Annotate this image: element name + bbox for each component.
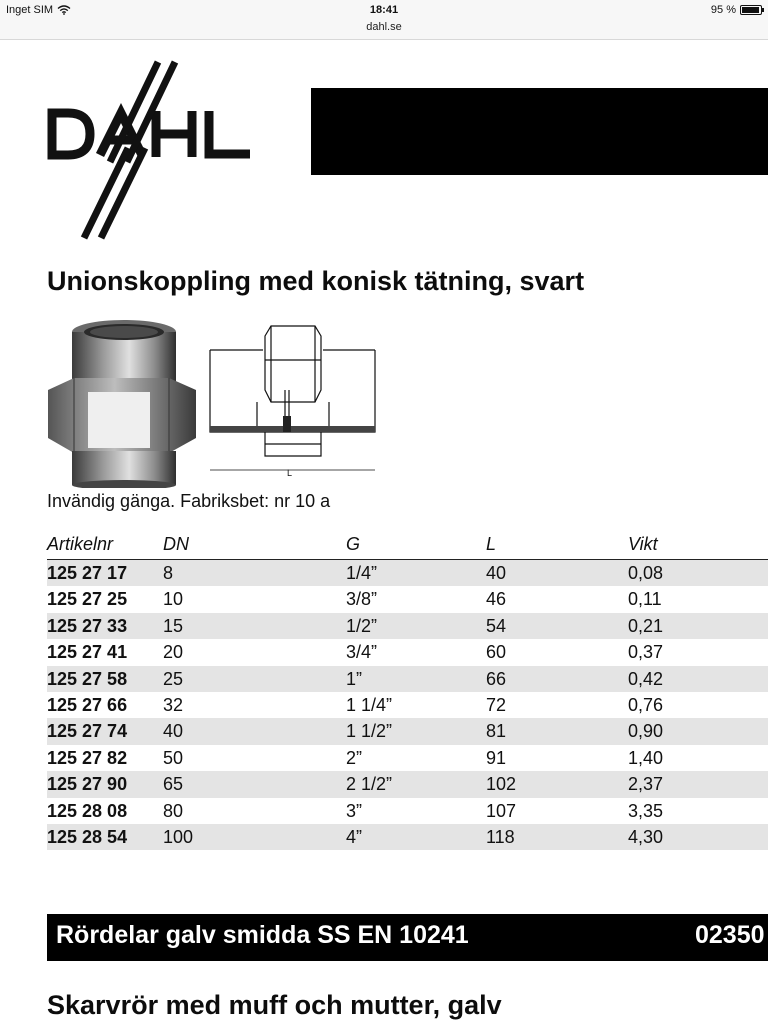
cell-artikelnr: 125 27 25	[47, 589, 128, 610]
cell-vikt: 1,40	[628, 747, 664, 768]
cell-l: 118	[486, 826, 515, 847]
status-bar	[0, 0, 768, 40]
cell-vikt: 3,35	[628, 800, 664, 821]
cell-artikelnr: 125 28 08	[47, 800, 128, 821]
cell-g: 2 1/2”	[346, 774, 393, 795]
cell-l: 54	[486, 615, 507, 636]
next-product-title: Skarvrör med muff och mutter, galv	[47, 990, 502, 1020]
cell-vikt: 2,37	[628, 774, 664, 795]
cell-l: 60	[486, 642, 507, 663]
cell-g: 2”	[346, 747, 363, 768]
cell-artikelnr: 125 27 90	[47, 774, 128, 795]
cell-dn: 25	[163, 668, 184, 689]
table-row	[47, 692, 768, 718]
cell-dn: 100	[163, 826, 194, 847]
table-row	[47, 745, 768, 771]
cell-l: 91	[486, 747, 507, 768]
cell-artikelnr: 125 27 74	[47, 721, 128, 742]
header-artikelnr: Artikelnr	[47, 534, 114, 554]
cell-g: 3”	[346, 800, 363, 821]
cell-artikelnr: 125 27 41	[47, 642, 128, 663]
cell-artikelnr: 125 27 82	[47, 747, 128, 768]
cell-g: 1/4”	[346, 563, 378, 583]
table-row	[47, 824, 768, 850]
cell-vikt: 0,11	[628, 589, 662, 610]
clock: 18:41	[369, 4, 399, 16]
cell-g: 1 1/2”	[346, 721, 393, 742]
cell-artikelnr: 125 28 54	[47, 826, 128, 847]
cell-l: 107	[486, 800, 517, 821]
table-row	[47, 771, 768, 797]
cell-dn: 32	[163, 694, 184, 715]
cell-dn: 40	[163, 721, 184, 742]
cell-g: 1 1/4”	[346, 694, 393, 715]
cell-artikelnr: 125 27 33	[47, 615, 128, 636]
product-table	[47, 532, 768, 850]
header-g: G	[346, 534, 361, 554]
header-dn: DN	[163, 534, 189, 554]
section-header-bar	[47, 914, 768, 961]
section-title: Rördelar galv smidda SS EN 10241	[56, 921, 469, 949]
cell-l: 66	[486, 668, 507, 689]
cell-dn: 15	[163, 615, 184, 636]
cell-l: 102	[486, 774, 517, 795]
product-subtitle: Invändig gänga. Fabriksbet: nr 10 a	[47, 491, 331, 511]
section-code: 02350	[695, 921, 765, 949]
cell-dn: 10	[163, 589, 184, 610]
technical-drawing	[205, 320, 385, 480]
cell-l: 40	[486, 563, 507, 583]
cell-vikt: 0,90	[628, 721, 664, 742]
cell-vikt: 0,08	[628, 563, 664, 583]
cell-g: 3/8”	[346, 589, 378, 610]
table-row	[47, 586, 768, 612]
cell-dn: 80	[163, 800, 184, 821]
battery-icon	[740, 5, 762, 15]
header-l: L	[486, 534, 497, 554]
cell-artikelnr: 125 27 58	[47, 668, 128, 689]
product-photo	[44, 318, 199, 488]
table-row	[47, 666, 768, 692]
table-row	[47, 613, 768, 639]
url-label[interactable]: dahl.se	[366, 21, 402, 33]
cell-vikt: 0,21	[628, 615, 664, 636]
cell-dn: 8	[163, 563, 174, 583]
cell-artikelnr: 125 27 17	[47, 563, 128, 583]
cell-vikt: 0,76	[628, 694, 664, 715]
cell-artikelnr: 125 27 66	[47, 694, 128, 715]
cell-vikt: 4,30	[628, 826, 664, 847]
cell-vikt: 0,42	[628, 668, 664, 689]
table-row	[47, 798, 768, 824]
product-title: Unionskoppling med konisk tätning, svart	[47, 266, 585, 296]
cell-l: 72	[486, 694, 507, 715]
cell-g: 1/2”	[346, 615, 378, 636]
cell-g: 4”	[346, 826, 363, 847]
cell-dn: 65	[163, 774, 184, 795]
cell-l: 81	[486, 721, 507, 742]
header-black-bar	[311, 88, 768, 175]
carrier-label: Inget SIM	[6, 4, 54, 16]
battery-status	[711, 4, 762, 16]
table-row	[47, 718, 768, 744]
battery-percent: 95 %	[710, 4, 736, 16]
cell-dn: 20	[163, 642, 184, 663]
table-body	[47, 560, 768, 850]
table-header	[47, 532, 768, 560]
header-vikt: Vikt	[628, 534, 658, 554]
cell-l: 46	[486, 589, 507, 610]
drawing-label-l: L	[287, 468, 293, 478]
cell-g: 1”	[346, 668, 363, 689]
cell-g: 3/4”	[346, 642, 378, 663]
table-row	[47, 560, 768, 586]
table-row	[47, 639, 768, 665]
cell-dn: 50	[163, 747, 184, 768]
dahl-logo	[44, 58, 259, 248]
cell-vikt: 0,37	[628, 642, 664, 663]
